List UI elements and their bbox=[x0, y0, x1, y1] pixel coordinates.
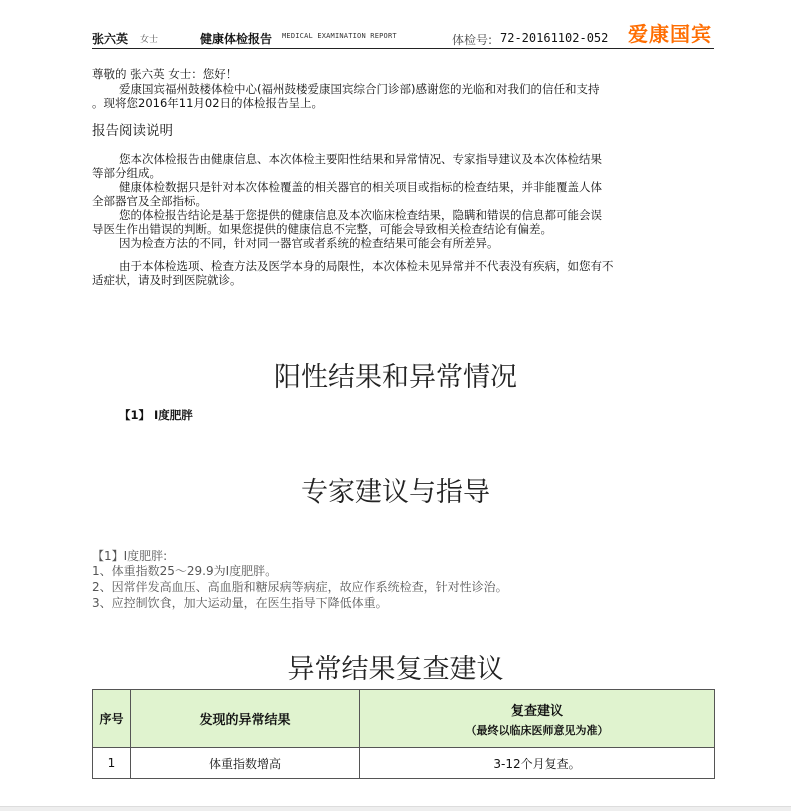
patient-name: 张六英 bbox=[92, 32, 129, 46]
advice-line: 1、体重指数25～29.9为I度肥胖。 bbox=[92, 564, 278, 578]
positive-results-title: 阳性结果和异常情况 bbox=[274, 362, 517, 393]
row-advice: 3-12个月复查。 bbox=[360, 748, 715, 779]
row-no: 1 bbox=[93, 748, 131, 779]
recheck-title: 异常结果复查建议 bbox=[287, 654, 504, 685]
col-header-finding: 发现的异常结果 bbox=[131, 690, 360, 748]
col-header-advice-note: （最终以临床医师意见为准） bbox=[465, 723, 609, 737]
salutation: 尊敬的 张六英 女士：您好！ bbox=[92, 67, 238, 81]
report-header bbox=[92, 24, 714, 49]
guide-line: 因为检查方法的不同，针对同一器官或者系统的检查结果可能会有所差异。 bbox=[119, 236, 499, 250]
brand-logo: 爱康国宾 bbox=[628, 22, 712, 46]
advice-line: 2、因常伴发高血压、高血脂和糖尿病等病症，故应作系统检查，针对性诊治。 bbox=[92, 580, 508, 594]
report-title-en: MEDICAL EXAMINATION REPORT bbox=[282, 32, 397, 40]
table-header-row bbox=[93, 690, 715, 748]
greeting-line-1: 爱康国宾福州鼓楼体检中心(福州鼓楼爱康国宾综合门诊部)感谢您的光临和对我们的信任和支持 bbox=[119, 82, 600, 96]
guide-line: 您的体检报告结论是基于您提供的健康信息及本次临床检查结果，隐瞒和错误的信息都可能会误 bbox=[119, 208, 602, 222]
guide-line: 健康体检数据只是针对本次体检覆盖的相关器官的相关项目或指标的检查结果，并非能覆盖人体 bbox=[119, 180, 602, 194]
reading-guide-title: 报告阅读说明 bbox=[92, 123, 173, 139]
page-bottom-edge bbox=[0, 806, 791, 811]
advice-heading: 【1】I度肥胖: bbox=[92, 549, 168, 563]
guide-line: 适症状，请及时到医院就诊。 bbox=[92, 273, 242, 287]
exam-id: 72-20161102-052 bbox=[500, 31, 609, 45]
expert-advice-title: 专家建议与指导 bbox=[301, 477, 490, 508]
guide-line: 导医生作出错误的判断。如果您提供的健康信息不完整，可能会导致相关检查结论有偏差。 bbox=[92, 222, 552, 236]
col-header-advice: 复查建议 （最终以临床医师意见为准） bbox=[360, 690, 715, 748]
positive-result-item: 【1】 I度肥胖 bbox=[119, 408, 193, 422]
col-header-no: 序号 bbox=[93, 690, 131, 748]
table-row bbox=[93, 748, 715, 779]
report-title: 健康体检报告 bbox=[200, 32, 273, 46]
guide-line: 等部分组成。 bbox=[92, 166, 161, 180]
patient-title: 女士 bbox=[140, 35, 159, 45]
exam-id-label: 体检号: bbox=[452, 33, 493, 47]
row-finding: 体重指数增高 bbox=[131, 748, 360, 779]
recheck-table bbox=[92, 689, 715, 779]
guide-line: 您本次体检报告由健康信息、本次体检主要阳性结果和异常情况、专家指导建议及本次体检结果 bbox=[119, 152, 602, 166]
guide-line: 由于本体检选项、检查方法及医学本身的局限性，本次体检未见异常并不代表没有疾病，如您有不 bbox=[119, 259, 614, 273]
advice-line: 3、应控制饮食，加大运动量，在医生指导下降低体重。 bbox=[92, 596, 388, 610]
greeting-line-2: 。现将您2016年11月02日的体检报告呈上。 bbox=[92, 96, 324, 110]
guide-line: 全部器官及全部指标。 bbox=[92, 194, 207, 208]
